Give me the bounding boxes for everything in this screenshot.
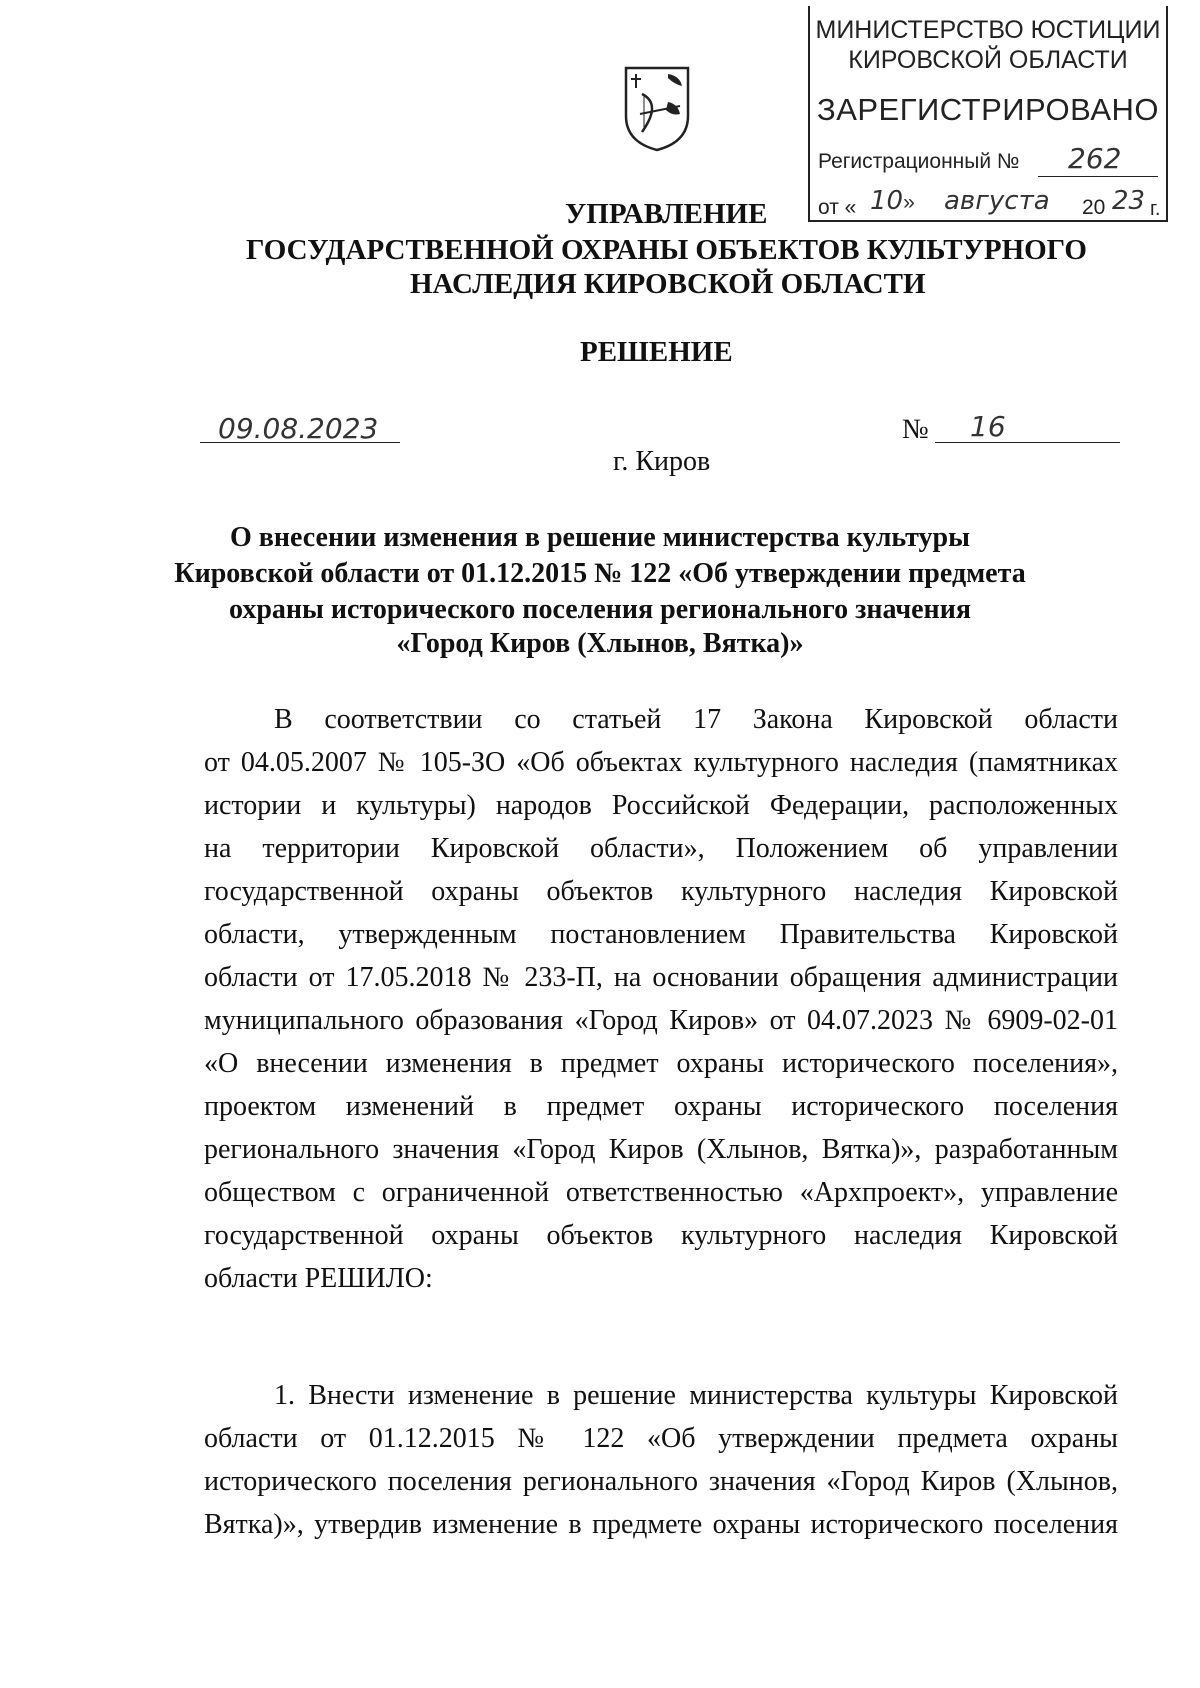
stamp-ministry-line: МИНИСТЕРСТВО ЮСТИЦИИ	[815, 16, 1161, 44]
coat-of-arms-icon	[622, 64, 692, 152]
paragraph-line: проектом изменений в предмет охраны исторического поселения	[204, 1091, 1118, 1122]
paragraph-line: исторического поселения регионального значения «Город Киров (Хлынов,	[204, 1466, 1118, 1497]
stamp-month: августа	[944, 186, 1050, 216]
header-line-2: ГОСУДАРСТВЕННОЙ ОХРАНЫ ОБЪЕКТОВ КУЛЬТУРНОГО	[246, 234, 1087, 266]
paragraph-line: государственной охраны объектов культурного наследия Кировской	[204, 876, 1118, 907]
document-type: РЕШЕНИЕ	[580, 336, 733, 368]
paragraph-line: области от 17.05.2018 № 233-П, на основании обращения администрации	[204, 962, 1118, 993]
paragraph-line: муниципального образования «Город Киров» от 04.07.2023 № 6909-02-01	[204, 1005, 1118, 1036]
header-line-1: УПРАВЛЕНИЕ	[565, 198, 768, 230]
number-underline	[935, 442, 1120, 443]
stamp-registered-line: ЗАРЕГИСТРИРОВАНО	[816, 92, 1159, 127]
paragraph-line: истории и культуры) народов Российской Федерации, расположенных	[204, 790, 1118, 821]
paragraph-line: обществом с ограниченной ответственностью «Архпроект», управление	[204, 1177, 1118, 1208]
subject-line: охраны исторического поселения регионального значения	[229, 594, 971, 625]
stamp-year-suffix: 23	[1112, 186, 1146, 216]
paragraph-line: Вятка)», утвердив изменение в предмете охраны исторического поселения	[204, 1509, 1118, 1540]
paragraph-line: области, утвержденным постановлением Правительства Кировской	[204, 919, 1118, 950]
subject-line: Кировской области от 01.12.2015 № 122 «Об утверждении предмета	[174, 558, 1026, 589]
stamp-reg-label: Регистрационный №	[818, 150, 1020, 173]
paragraph-item-1	[204, 1374, 1118, 1546]
date-underline	[200, 442, 400, 443]
paragraph-line: 1. Внести изменение в решение министерства культуры Кировской	[274, 1380, 1118, 1411]
city: г. Киров	[613, 446, 711, 477]
registration-stamp	[808, 6, 1168, 222]
stamp-from-label: от «	[818, 196, 857, 219]
header-line-3: НАСЛЕДИЯ КИРОВСКОЙ ОБЛАСТИ	[410, 268, 926, 300]
stamp-reg-number: 262	[1068, 142, 1122, 175]
stamp-region-line: КИРОВСКОЙ ОБЛАСТИ	[848, 46, 1128, 74]
stamp-day-close: »	[903, 191, 915, 214]
paragraph-line: области от 01.12.2015 № 122 «Об утверждении предмета охраны	[204, 1423, 1118, 1454]
stamp-reg-underline	[1038, 176, 1158, 177]
paragraph-line: «О внесении изменения в предмет охраны исторического поселения»,	[204, 1048, 1118, 1079]
number-label: №	[902, 414, 929, 445]
stamp-day-value: 10	[870, 186, 904, 216]
paragraph-line: государственной охраны объектов культурного наследия Кировской	[204, 1220, 1118, 1251]
subject-line: «Город Киров (Хлынов, Вятка)»	[396, 628, 804, 659]
paragraph-line: области РЕШИЛО:	[204, 1263, 433, 1294]
paragraph-preamble	[204, 698, 1118, 1300]
stamp-year-prefix: 20	[1082, 196, 1106, 219]
paragraph-line: регионального значения «Город Киров (Хлынов, Вятка)», разработанным	[204, 1134, 1118, 1165]
document-number: 16	[970, 410, 1006, 443]
paragraph-line: от 04.05.2007 № 105-ЗО «Об объектах культурного наследия (памятниках	[204, 747, 1118, 778]
paragraph-line: на территории Кировской области», Положением об управлении	[204, 833, 1118, 864]
subject-line: О внесении изменения в решение министерства культуры	[229, 522, 970, 553]
stamp-day	[870, 186, 915, 216]
document-date: 09.08.2023	[218, 412, 379, 445]
paragraph-line: В соответствии со статьей 17 Закона Кировской области	[274, 704, 1118, 735]
stamp-year-g: г.	[1150, 198, 1161, 220]
